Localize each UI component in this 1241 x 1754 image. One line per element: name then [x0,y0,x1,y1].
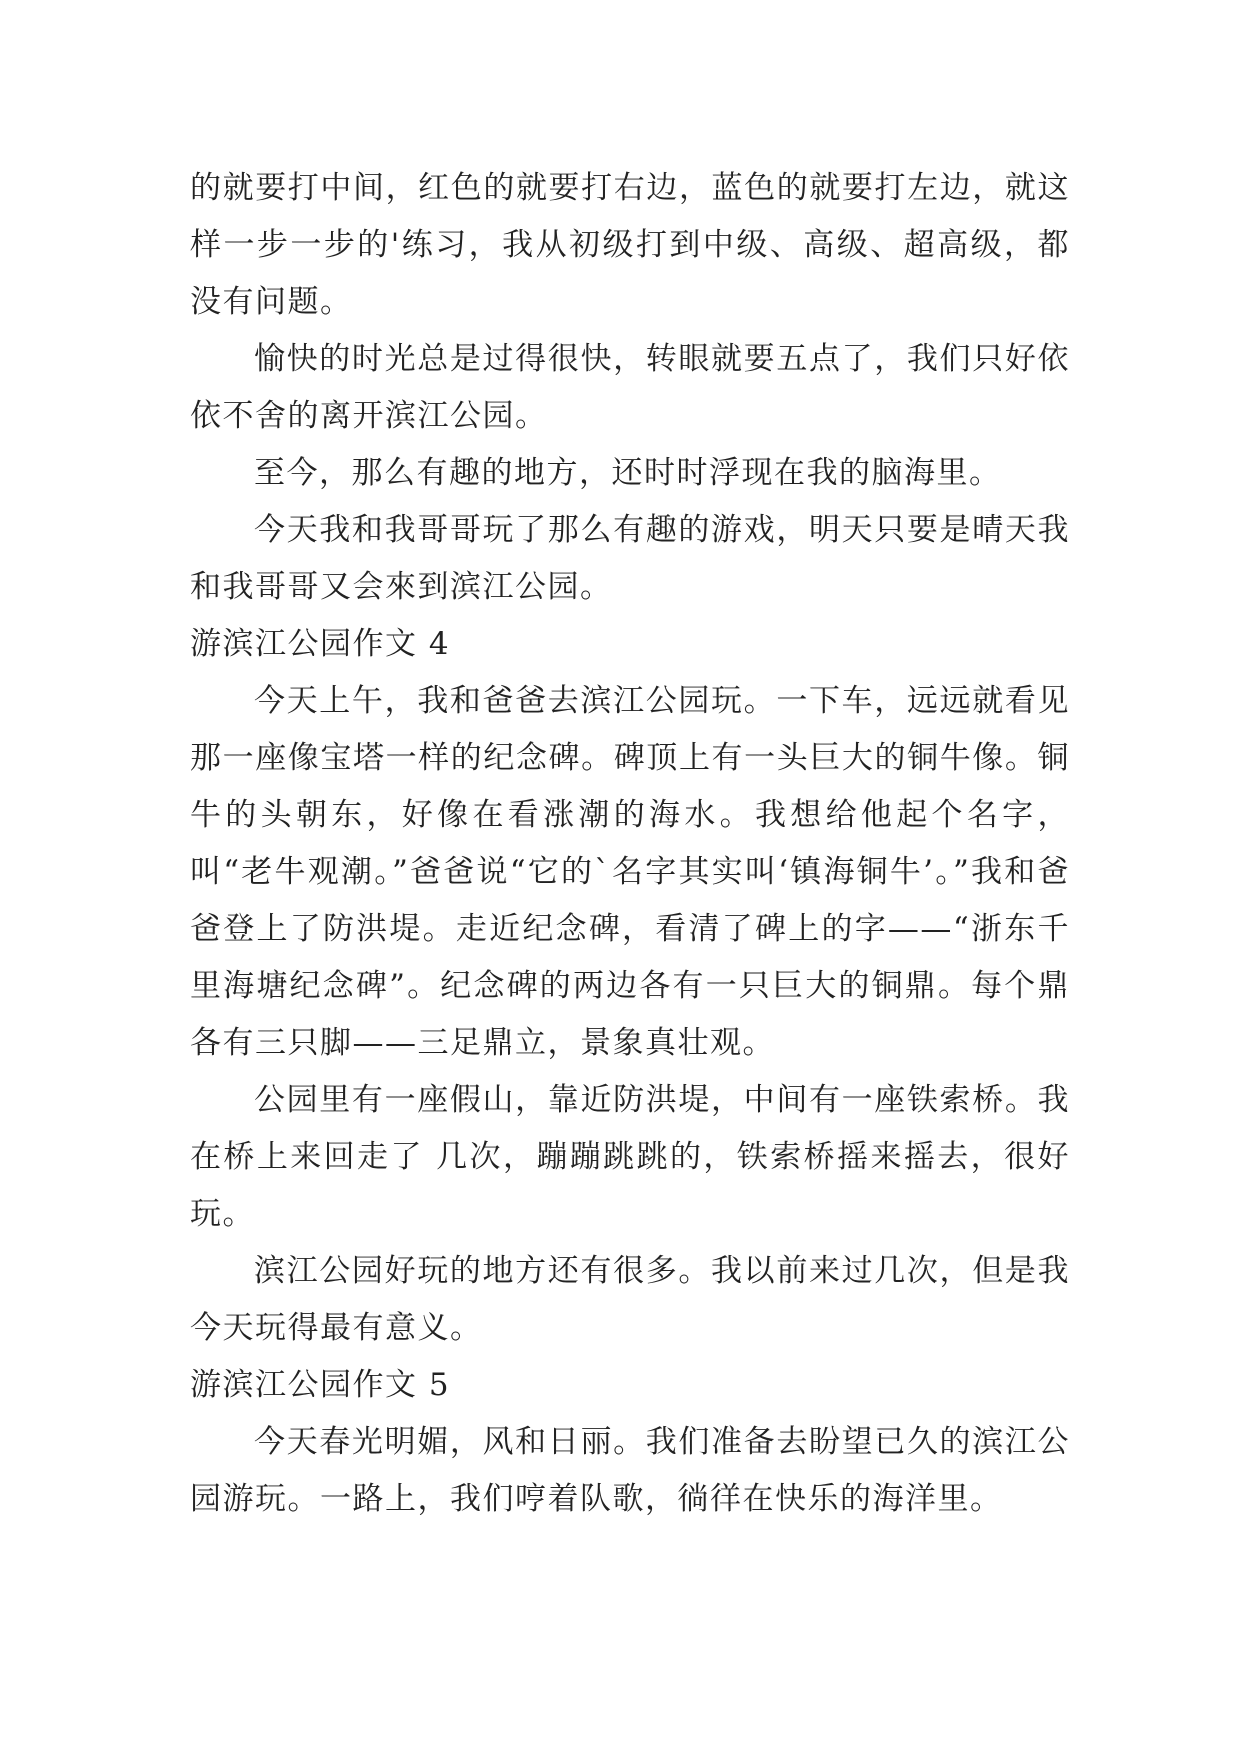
paragraph-4: 今天我和我哥哥玩了那么有趣的游戏，明天只要是晴天我和我哥哥又会來到滨江公园。 [190,512,1070,605]
section-heading-4: 游滨江公园作文 4 [190,626,451,662]
document-page [190,160,1070,1528]
paragraph-1: 的就要打中间，红色的就要打右边，蓝色的就要打左边，就这样一步一步的'练习，我从初级打到中级、高级、超高级，都没有问题。 [190,170,1070,320]
paragraph-5: 今天上午，我和爸爸去滨江公园玩。一下车，远远就看见那一座像宝塔一样的纪念碑。碑顶上有一头巨大的铜牛像。铜牛的头朝东，好像在看涨潮的海水。我想给他起个名字，叫“老牛观潮。”爸爸说“它的`名字其实叫‘镇海铜牛’。”我和爸爸登上了防洪堤。走近纪念碑，看清了碑上的字——“浙东千里海塘纪念碑”。纪念碑的两边各有一只巨大的铜鼎。每个鼎各有三只脚——三足鼎立，景象真壮观。 [190,683,1070,1061]
paragraph-7: 滨江公园好玩的地方还有很多。我以前来过几次，但是我今天玩得最有意义。 [190,1253,1070,1346]
paragraph-2: 愉快的时光总是过得很快，转眼就要五点了，我们只好依依不舍的离开滨江公园。 [190,341,1070,434]
paragraph-3: 至今，那么有趣的地方，还时时浮现在我的脑海里。 [254,455,1002,491]
paragraph-8: 今天春光明媚，风和日丽。我们准备去盼望已久的滨江公园游玩。一路上，我们哼着队歌，徜徉在快乐的海洋里。 [190,1424,1070,1517]
section-heading-5: 游滨江公园作文 5 [190,1367,451,1403]
paragraph-6: 公园里有一座假山，靠近防洪堤，中间有一座铁索桥。我在桥上来回走了 几次，蹦蹦跳跳的，铁索桥摇来摇去，很好玩。 [190,1082,1070,1232]
